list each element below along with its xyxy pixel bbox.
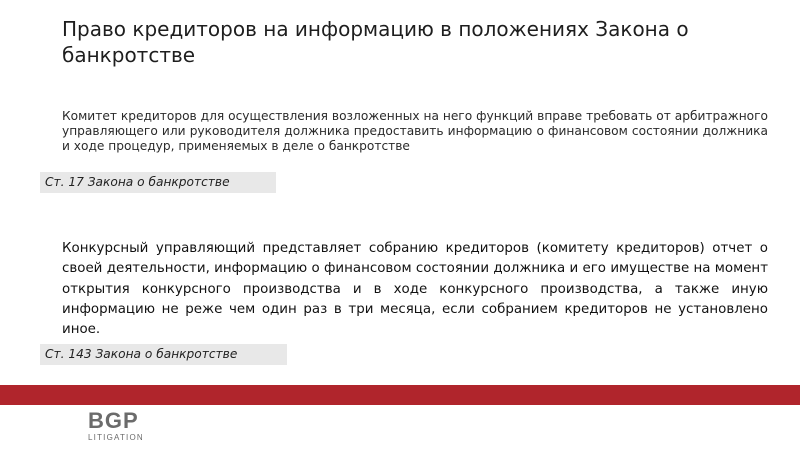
slide-title: Право кредиторов на информацию в положениях Закона о банкротстве xyxy=(62,17,689,67)
reference-article-17: Ст. 17 Закона о банкротстве xyxy=(40,172,276,193)
logo-sub-text: LITIGATION xyxy=(88,433,144,442)
company-logo xyxy=(88,409,158,445)
paragraph-manager-report: Конкурсный управляющий представляет собранию кредиторов (комитету кредиторов) отчет о своей деятельности, информацию о финансовом состоянии должника и его имуществе на момент открытия конкурсного производства и в ходе конкурсного производства, а также иную информацию не реже чем один раз в три месяца, если собранием кредиторов не установлено иное. xyxy=(62,241,768,338)
accent-bar xyxy=(0,385,800,405)
logo-main-text: BGP xyxy=(88,408,139,433)
paragraph-committee-rights: Комитет кредиторов для осуществления возложенных на него функций вправе требовать от арбитражного управляющего или руководителя должника предоставить информацию о финансовом состоянии должника и ходе процедур, применяемых в деле о банкротстве xyxy=(62,109,768,153)
reference-article-143: Ст. 143 Закона о банкротстве xyxy=(40,344,287,365)
